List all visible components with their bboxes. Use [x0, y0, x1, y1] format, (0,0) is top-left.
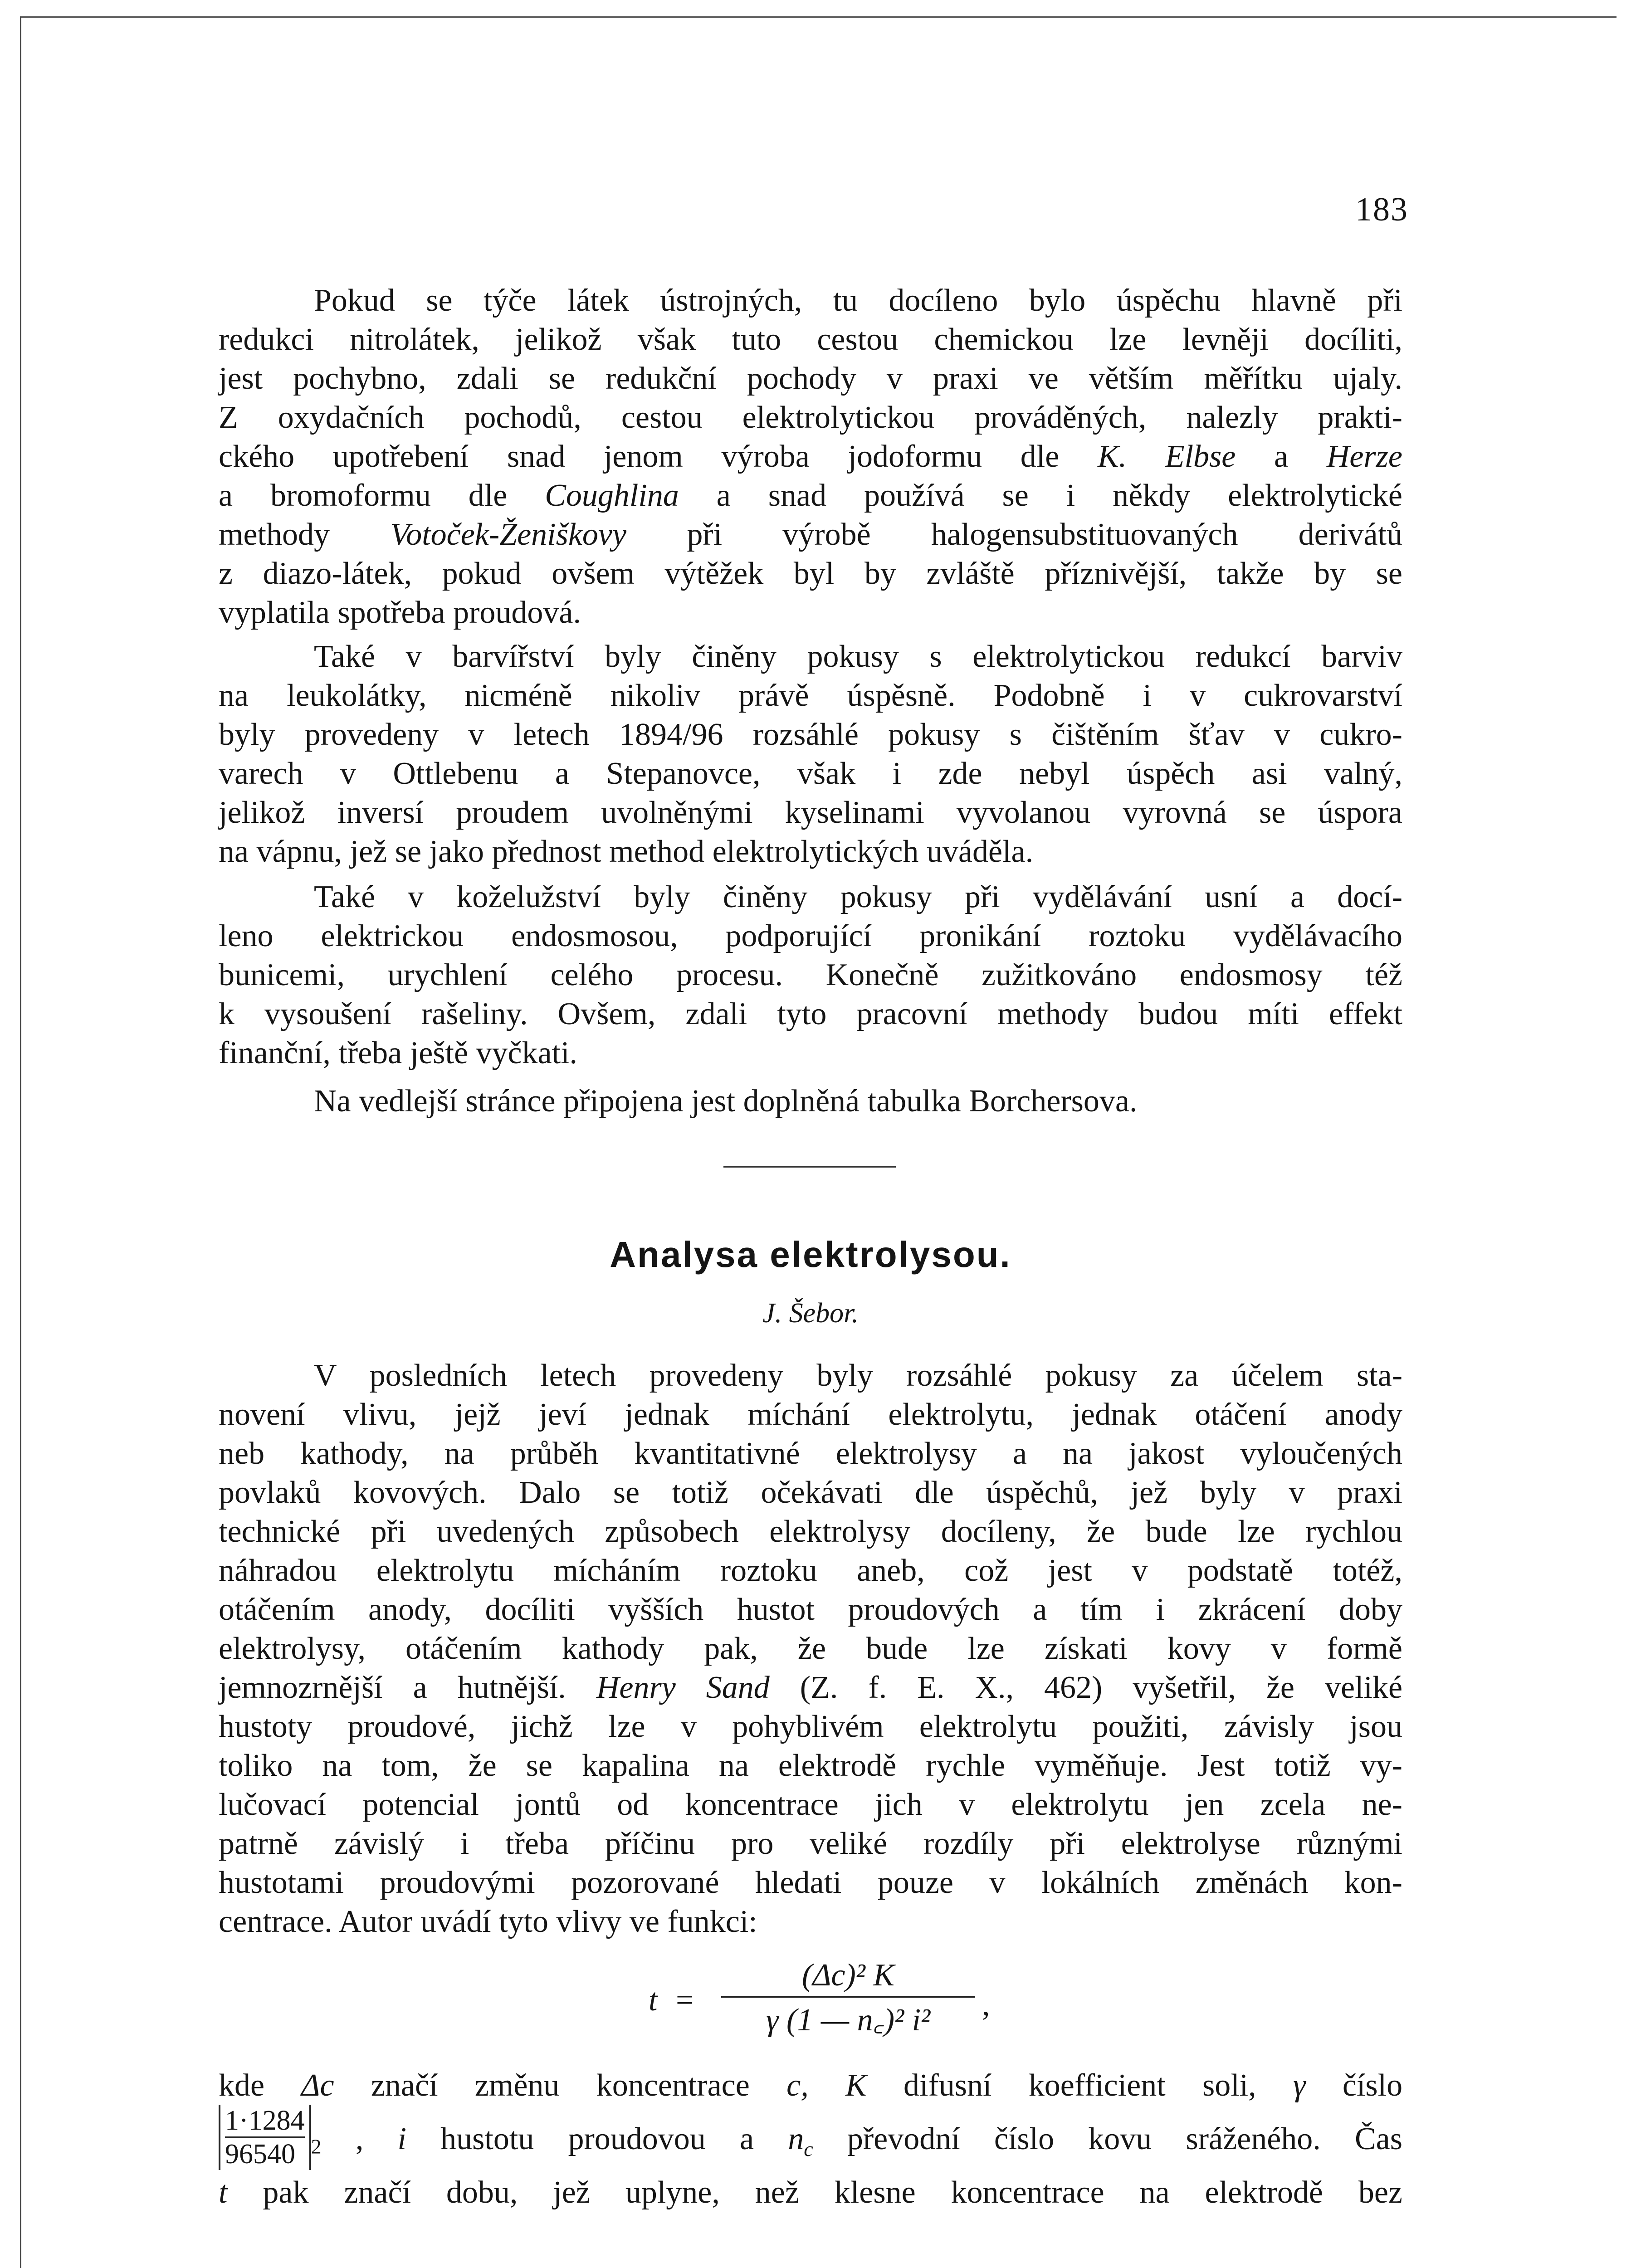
article-author: J. Šebor. — [762, 1298, 859, 1329]
text-line: Na vedlejší stránce připojena jest doplněná tabulka Borchersova. — [314, 1084, 1138, 1119]
fraction-bottom: 96540 — [225, 2138, 295, 2170]
paragraph-2 — [219, 637, 1402, 871]
text-segment: methody — [219, 517, 330, 552]
text-line — [219, 437, 1402, 476]
text-line: na vápnu, jež se jako přednost method elektrolytických uváděla. — [219, 834, 1034, 869]
paragraph-1 — [219, 281, 1402, 632]
text-segment: pak značí dobu, jež uplyne, než klesne koncentrace na elektrodě bez — [263, 2175, 1403, 2210]
paragraph-3 — [219, 878, 1402, 1073]
text-line: hustoty proudové, jichž lze v pohyblivém elektrolytu použiti, závisly jsou — [219, 1709, 1402, 1744]
text-line: patrně závislý i třeba příčinu pro veliké rozdíly při elektrolyse různými — [219, 1826, 1402, 1861]
text-line: hustotami proudovými pozorované hledati pouze v lokálních změnách kon- — [219, 1865, 1402, 1900]
text-line: redukci nitrolátek, jelikož však tuto cestou chemickou lze levněji docíliti, — [219, 322, 1402, 357]
text-line: bunicemi, urychlení celého procesu. Konečně zužitkováno endosmosy též — [219, 958, 1402, 992]
text-line: varech v Ottlebenu a Stepanovce, však i zde nebyl úspěch asi valný, — [219, 756, 1402, 791]
fraction-exponent: 2 — [311, 2135, 322, 2158]
text-segment: a bromoformu dle — [219, 478, 508, 513]
text-line: novení vlivu, jejž jeví jednak míchání elektrolytu, jednak otáčení anody — [219, 1397, 1402, 1432]
text-line: toliko na tom, že se kapalina na elektrodě rychle vyměňuje. Jest totiž vy- — [219, 1748, 1402, 1783]
text-line: byly provedeny v letech 1894/96 rozsáhlé pokusy s čištěním šťav v cukro- — [219, 717, 1402, 752]
text-line: Z oxydačních pochodů, cestou elektrolytickou prováděných, nalezly prakti- — [219, 400, 1402, 435]
math-symbol: Δc — [301, 2068, 334, 2103]
text-segment: při výrobě halogensubstituovaných derivátů — [687, 517, 1403, 552]
text-line: lučovací potencial jontů od koncentrace jich v elektrolytu jen zcela ne- — [219, 1787, 1402, 1822]
text-line: finanční, třeba ještě vyčkati. — [219, 1036, 578, 1070]
person-name: Coughlina — [545, 478, 679, 513]
person-name: Henry Sand — [596, 1670, 770, 1705]
text-line — [219, 1668, 1402, 1707]
formula-comma: , — [982, 1987, 990, 2022]
text-line: Také v barvířství byly činěny pokusy s elektrolytickou redukcí barviv — [314, 639, 1402, 674]
text-segment: značí změnu koncentrace — [371, 2068, 750, 2103]
fraction-box — [219, 2105, 311, 2170]
section-divider — [723, 1166, 896, 1168]
text-line: k vysoušení rašeliny. Ovšem, zdali tyto pracovní methody budou míti effekt — [219, 997, 1402, 1031]
text-line: otáčením anody, docíliti vyšších hustot proudových a tím i zkrácení doby — [219, 1592, 1402, 1627]
text-segment: jemnozrnější a hutnější. — [219, 1670, 566, 1705]
text-line: na leukolátky, nicméně nikoliv právě úspěsně. Podobně i v cukrovarství — [219, 678, 1402, 713]
text-line: centrace. Autor uvádí tyto vlivy ve funkci: — [219, 1904, 757, 1939]
text-segment: kde — [219, 2068, 265, 2103]
text-line — [219, 2173, 1402, 2212]
formula-denominator: γ (1 — n꜀)² i² — [766, 2003, 931, 2038]
text-segment: převodní číslo kovu sráženého. Čas — [847, 2121, 1402, 2156]
text-line: V posledních letech provedeny byly rozsáhlé pokusy za účelem sta- — [314, 1358, 1402, 1393]
article-title: Analysa elektrolysou. — [610, 1234, 1011, 1275]
text-line: Pokud se týče látek ústrojných, tu docíleno bylo úspěchu hlavně při — [314, 283, 1402, 318]
text-line: technické při uvedených způsobech elektrolysy docíleny, že bude lze rychlou — [219, 1514, 1402, 1549]
formula-equals: = — [676, 1983, 694, 2018]
text-line: náhradou elektrolytu mícháním roztoku aneb, což jest v podstatě totéž, — [219, 1553, 1402, 1588]
page-number: 183 — [1355, 191, 1408, 228]
math-symbol: γ — [1293, 2068, 1306, 2103]
formula-lhs: t — [649, 1983, 658, 2018]
fraction-top: 1·1284 — [225, 2105, 305, 2138]
text-line: z diazo-látek, pokud ovšem výtěžek byl by zvláště příznivější, takže by se — [219, 556, 1402, 591]
text-segment: a — [1274, 439, 1289, 474]
bracketed-fraction — [219, 2105, 322, 2170]
text-line: vyplatila spotřeba proudová. — [219, 595, 581, 630]
person-name: K. Elbse — [1097, 439, 1236, 474]
text-line — [219, 2105, 1402, 2173]
text-segment: , — [355, 2121, 364, 2156]
math-symbol: $n_c$ — [788, 2121, 813, 2160]
text-line: leno elektrickou endosmosou, podporující pronikání roztoku vydělávacího — [219, 919, 1402, 953]
text-segment: hustotu proudovou a — [440, 2121, 754, 2156]
article-body — [219, 1356, 1402, 1941]
math-symbol: t — [219, 2175, 228, 2210]
text-line — [219, 476, 1402, 515]
text-line — [219, 515, 1402, 554]
paragraph-4 — [219, 1082, 1402, 1121]
text-segment: číslo — [1342, 2068, 1403, 2103]
person-name: Herze — [1326, 439, 1402, 474]
math-symbol: c, — [786, 2068, 809, 2103]
text-line: jelikož inversí proudem uvolněnými kyselinami vyvolanou vyrovná se úspora — [219, 795, 1402, 830]
math-symbol: K — [845, 2068, 867, 2103]
formula-fraction — [721, 1950, 975, 2043]
text-line: elektrolysy, otáčením kathody pak, že bude lze získati kovy v formě — [219, 1631, 1402, 1666]
text-segment: a snad používá se i někdy elektrolytické — [716, 478, 1403, 513]
formula-numerator: (Δc)² K — [802, 1958, 894, 1993]
text-segment: (Z. f. E. X., 462) vyšetřil, že veliké — [800, 1670, 1403, 1705]
text-segment: difusní koefficient soli, — [904, 2068, 1256, 2103]
text-line: Také v koželužství byly činěny pokusy při vydělávání usní a docí- — [314, 880, 1402, 914]
person-name: Votoček-Ženiškovy — [390, 517, 627, 552]
math-symbol: i — [397, 2121, 406, 2156]
text-line: jest pochybno, zdali se redukční pochody v praxi ve větším měřítku ujaly. — [219, 361, 1402, 396]
text-line: povlaků kovových. Dalo se totiž očekávati dle úspěchů, jež byly v praxi — [219, 1475, 1402, 1510]
text-line — [219, 2066, 1402, 2105]
formula-explanation — [219, 2066, 1402, 2212]
formula — [649, 1950, 1011, 2050]
text-segment: ckého upotřebení snad jenom výroba jodoformu dle — [219, 439, 1060, 474]
text-line: neb kathody, na průběh kvantitativné elektrolysy a na jakost vyloučených — [219, 1436, 1402, 1471]
